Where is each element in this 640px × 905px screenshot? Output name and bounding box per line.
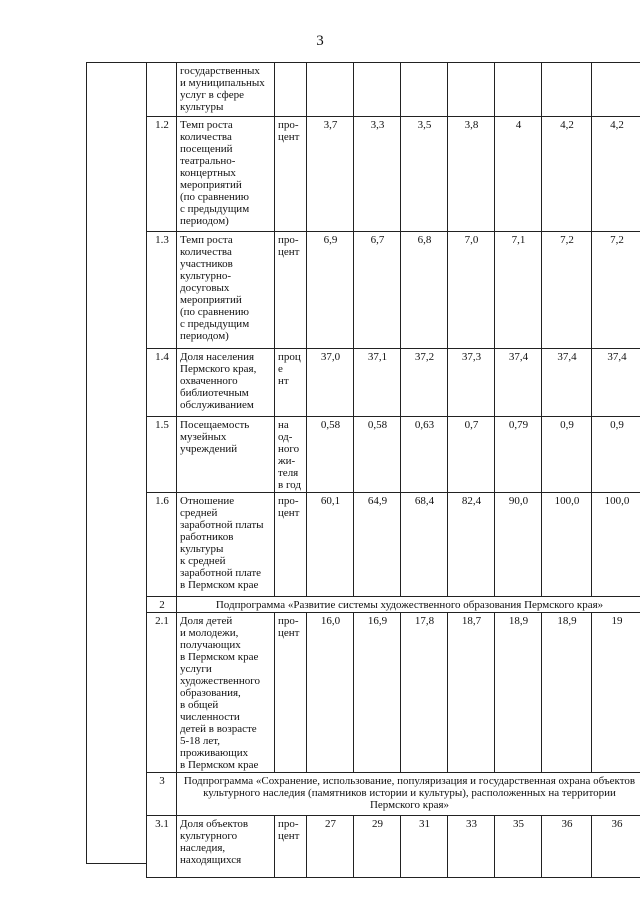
value-cell: 3,8 xyxy=(448,117,495,232)
unit-cell: про- цент xyxy=(275,816,307,878)
value-cell: 0,58 xyxy=(307,417,354,493)
table-row xyxy=(147,232,640,349)
table-row xyxy=(147,63,640,117)
indicators-table xyxy=(146,62,640,878)
value-cell: 6,8 xyxy=(401,232,448,349)
table-row xyxy=(147,117,640,232)
value-cell xyxy=(448,63,495,117)
subprogram-title: Подпрограмма «Сохранение, использование, популяризация и государственная охрана объектов культурного наследия (памятников истории и культуры), расположенных на территории Пермского края» xyxy=(177,773,640,816)
value-cell: 100,0 xyxy=(592,493,640,597)
value-cell: 4,2 xyxy=(592,117,640,232)
row-number: 2.1 xyxy=(147,613,177,773)
subprogram-row xyxy=(147,597,640,613)
left-column-band xyxy=(86,62,147,864)
page-number: 3 xyxy=(316,33,324,49)
unit-cell: про- цент xyxy=(275,613,307,773)
value-cell: 7,1 xyxy=(495,232,542,349)
value-cell: 0,7 xyxy=(448,417,495,493)
indicator-name: Темп роста количества посещений театрально- концертных мероприятий (по сравнению с предыдущим периодом) xyxy=(177,117,275,232)
value-cell xyxy=(307,63,354,117)
value-cell xyxy=(592,63,640,117)
value-cell: 37,2 xyxy=(401,349,448,417)
indicator-name: Отношение средней заработной платы работников культуры к средней заработной плате в Пермском крае xyxy=(177,493,275,597)
value-cell: 18,9 xyxy=(495,613,542,773)
value-cell: 0,63 xyxy=(401,417,448,493)
value-cell: 16,0 xyxy=(307,613,354,773)
value-cell: 3,7 xyxy=(307,117,354,232)
value-cell: 6,7 xyxy=(354,232,401,349)
value-cell: 37,0 xyxy=(307,349,354,417)
value-cell xyxy=(354,63,401,117)
row-number: 3 xyxy=(147,773,177,816)
value-cell: 0,79 xyxy=(495,417,542,493)
subprogram-row xyxy=(147,773,640,816)
indicator-name: Темп роста количества участников культурно- досуговых мероприятий (по сравнению с предыдущим периодом) xyxy=(177,232,275,349)
value-cell: 33 xyxy=(448,816,495,878)
unit-cell: про- цент xyxy=(275,493,307,597)
value-cell xyxy=(495,63,542,117)
indicator-name: Доля населения Пермского края, охваченного библиотечным обслуживанием xyxy=(177,349,275,417)
value-cell: 37,4 xyxy=(542,349,592,417)
value-cell: 17,8 xyxy=(401,613,448,773)
indicator-name: государственных и муниципальных услуг в сфере культуры xyxy=(177,63,275,117)
unit-cell: проце нт xyxy=(275,349,307,417)
value-cell: 29 xyxy=(354,816,401,878)
value-cell: 3,5 xyxy=(401,117,448,232)
indicator-name: Доля объектов культурного наследия, находящихся xyxy=(177,816,275,878)
table-row xyxy=(147,816,640,878)
subprogram-title: Подпрограмма «Развитие системы художественного образования Пермского края» xyxy=(177,597,640,613)
row-number: 1.6 xyxy=(147,493,177,597)
value-cell: 36 xyxy=(542,816,592,878)
unit-cell: про- цент xyxy=(275,117,307,232)
value-cell: 7,2 xyxy=(592,232,640,349)
value-cell: 18,7 xyxy=(448,613,495,773)
value-cell: 37,3 xyxy=(448,349,495,417)
value-cell: 4 xyxy=(495,117,542,232)
value-cell: 37,4 xyxy=(592,349,640,417)
row-number: 3.1 xyxy=(147,816,177,878)
value-cell: 0,9 xyxy=(592,417,640,493)
value-cell: 82,4 xyxy=(448,493,495,597)
value-cell: 4,2 xyxy=(542,117,592,232)
value-cell: 19 xyxy=(592,613,640,773)
indicator-name: Доля детей и молодежи, получающих в Пермском крае услуги художественного образования, в общей численности детей в возрасте 5-18 лет, проживающих в Пермском крае xyxy=(177,613,275,773)
value-cell: 7,0 xyxy=(448,232,495,349)
unit-cell xyxy=(275,63,307,117)
value-cell: 60,1 xyxy=(307,493,354,597)
value-cell: 64,9 xyxy=(354,493,401,597)
value-cell: 6,9 xyxy=(307,232,354,349)
value-cell: 100,0 xyxy=(542,493,592,597)
value-cell: 16,9 xyxy=(354,613,401,773)
value-cell: 3,3 xyxy=(354,117,401,232)
value-cell: 90,0 xyxy=(495,493,542,597)
row-number xyxy=(147,63,177,117)
value-cell: 37,1 xyxy=(354,349,401,417)
table-row xyxy=(147,493,640,597)
table-row xyxy=(147,349,640,417)
value-cell: 31 xyxy=(401,816,448,878)
table-row xyxy=(147,613,640,773)
value-cell: 68,4 xyxy=(401,493,448,597)
unit-cell: на од- ного жи- теля в год xyxy=(275,417,307,493)
value-cell: 27 xyxy=(307,816,354,878)
table-row xyxy=(147,417,640,493)
value-cell: 0,9 xyxy=(542,417,592,493)
value-cell: 7,2 xyxy=(542,232,592,349)
row-number: 2 xyxy=(147,597,177,613)
value-cell: 18,9 xyxy=(542,613,592,773)
value-cell xyxy=(401,63,448,117)
value-cell: 37,4 xyxy=(495,349,542,417)
unit-cell: про- цент xyxy=(275,232,307,349)
row-number: 1.3 xyxy=(147,232,177,349)
row-number: 1.4 xyxy=(147,349,177,417)
value-cell: 0,58 xyxy=(354,417,401,493)
indicator-name: Посещаемость музейных учреждений xyxy=(177,417,275,493)
value-cell: 35 xyxy=(495,816,542,878)
row-number: 1.5 xyxy=(147,417,177,493)
row-number: 1.2 xyxy=(147,117,177,232)
value-cell xyxy=(542,63,592,117)
value-cell: 36 xyxy=(592,816,640,878)
